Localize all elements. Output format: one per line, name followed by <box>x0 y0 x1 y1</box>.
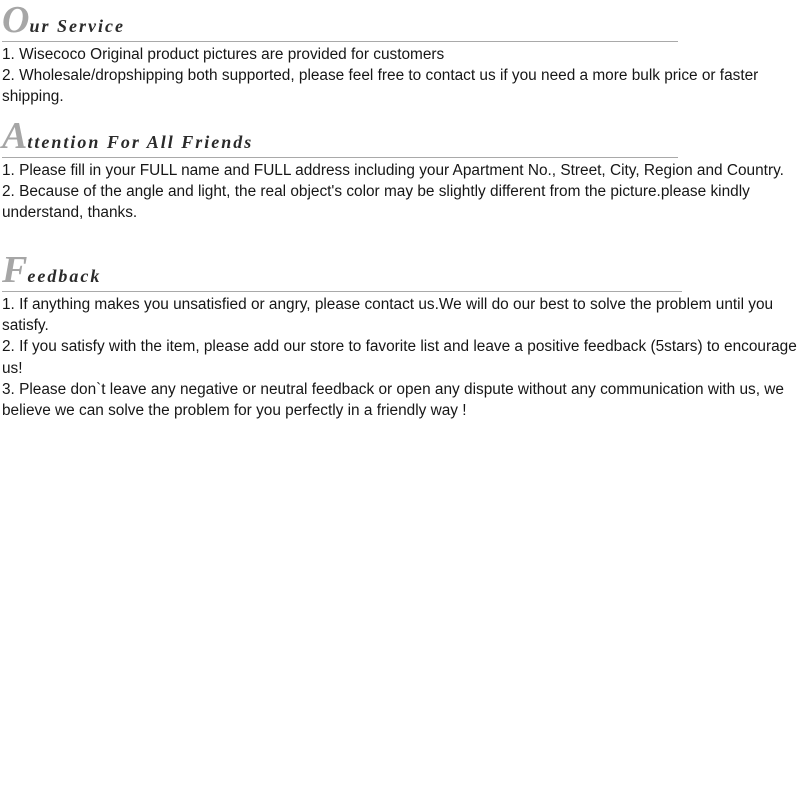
list-item: 1. If anything makes you unsatisfied or angry, please contact us.We will do our best to solve the problem until you satisfy. <box>2 296 774 335</box>
our-service-list <box>2 44 798 108</box>
attention-list <box>2 160 798 224</box>
list-item: 1. Please fill in your FULL name and FULL address including your Apartment No., Street, City, Region and Country. <box>2 162 784 179</box>
list-item: 1. Wisecoco Original product pictures are provided for customers <box>2 46 445 63</box>
feedback-heading <box>2 248 101 292</box>
list-item: 2. Wholesale/dropshipping both supported, please feel free to contact us if you need a more bulk price or faster shipping. <box>2 67 759 106</box>
divider <box>2 157 678 158</box>
heading-initial: O <box>2 0 30 41</box>
heading-initial: A <box>2 115 28 157</box>
feedback-list <box>2 294 798 421</box>
divider <box>2 291 682 292</box>
list-item: 2. Because of the angle and light, the real object's color may be slightly different from the picture.please kindly understand, thanks. <box>2 183 750 222</box>
list-item: 3. Please don`t leave any negative or neutral feedback or open any dispute without any communication with us, we believe we can solve the problem for you perfectly in a friendly way ! <box>2 380 784 420</box>
attention-heading <box>2 114 253 158</box>
heading-text: ur Service <box>29 16 125 36</box>
heading-text: eedback <box>27 266 102 286</box>
heading-initial: F <box>2 249 28 291</box>
heading-text: ttention For All Friends <box>27 132 254 152</box>
divider <box>2 41 678 42</box>
list-item: 2. If you satisfy with the item, please add our store to favorite list and leave a positive feedback (5stars) to encourage us! <box>2 338 797 377</box>
our-service-heading <box>2 0 125 42</box>
